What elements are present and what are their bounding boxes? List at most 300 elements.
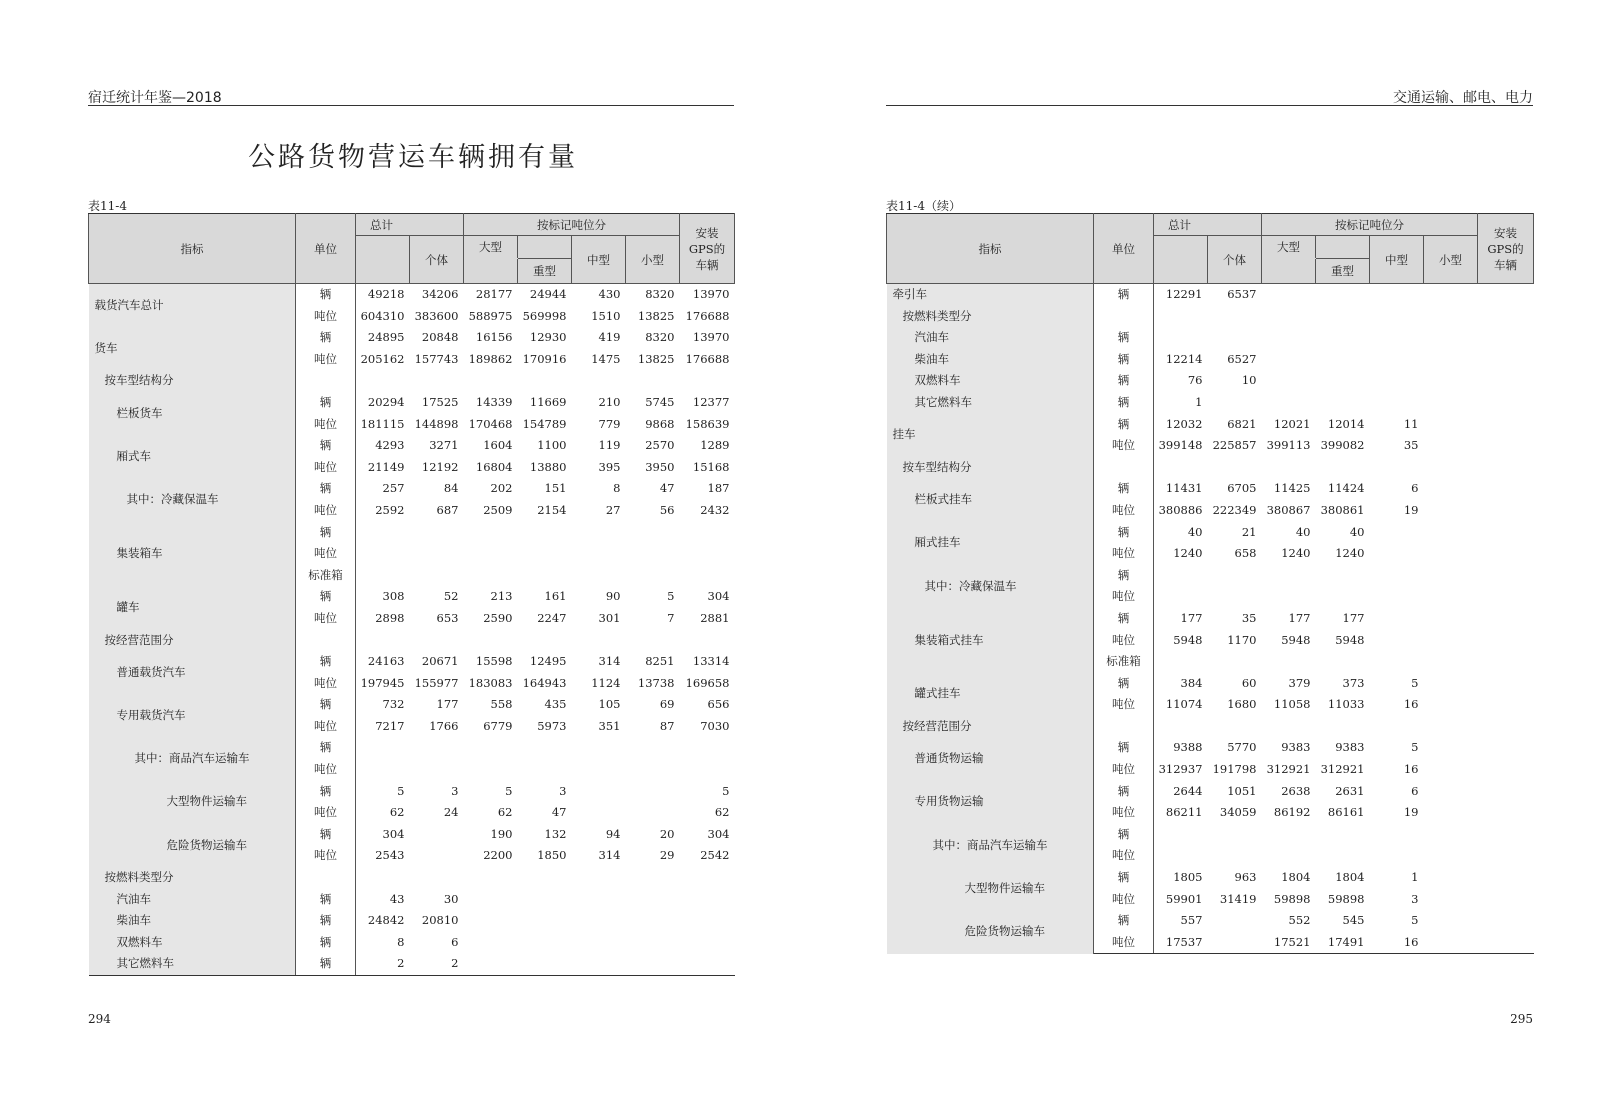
col-header-total-blank [1154, 236, 1208, 284]
table-cell: 2590 [483, 610, 513, 625]
table-cell: 155977 [414, 675, 459, 690]
table-cell [626, 802, 680, 824]
table-cell [356, 867, 410, 889]
table-cell: 24163 [367, 654, 405, 669]
row-unit: 吨位 [1094, 932, 1154, 954]
table-cell [1478, 737, 1534, 759]
row-unit: 辆 [296, 522, 356, 544]
row-unit: 吨位 [296, 457, 356, 479]
row-unit: 吨位 [1094, 694, 1154, 716]
table-cell: 24895 [367, 330, 405, 345]
table-cell: 2542 [700, 848, 730, 863]
col-header-individual: 个体 [1208, 236, 1262, 284]
table-cell: 1 [1411, 870, 1419, 885]
running-head-title: 宿迁统计年鉴—2018 [88, 90, 222, 106]
table-cell: 30 [443, 891, 459, 906]
gps-line-2: GPS的 [1487, 241, 1524, 256]
table-cell: 1100 [537, 438, 567, 453]
table-cell [572, 889, 626, 911]
table-row [89, 737, 735, 759]
table-cell: 312921 [1320, 762, 1365, 777]
table-cell: 4293 [375, 438, 405, 453]
table-cell [1316, 306, 1370, 328]
col-header-medium: 中型 [1370, 236, 1424, 284]
table-row [887, 781, 1534, 803]
table-cell: 2200 [483, 848, 513, 863]
table-cell [1154, 306, 1208, 328]
table-cell [1316, 349, 1370, 371]
table-cell [1154, 651, 1208, 673]
table-cell [1316, 370, 1370, 392]
table-cell: 1766 [429, 718, 459, 733]
table-cell [1316, 327, 1370, 349]
table-cell [1370, 630, 1424, 652]
table-cell: 419 [598, 330, 621, 345]
table-cell: 27 [605, 502, 621, 517]
table-cell [1478, 932, 1534, 954]
table-row [887, 284, 1534, 306]
table-cell: 1124 [591, 675, 621, 690]
table-cell [356, 737, 410, 759]
table-cell: 8320 [645, 287, 675, 301]
table-cell [356, 543, 410, 565]
table-cell [1424, 651, 1478, 673]
table-cell [680, 867, 735, 889]
row-unit [296, 630, 356, 652]
table-row [89, 522, 735, 544]
table-cell [1316, 586, 1370, 608]
table-cell: 373 [1342, 675, 1365, 690]
row-indicator: 载货汽车总计 [89, 284, 296, 328]
table-cell: 2247 [537, 610, 567, 625]
row-indicator: 双燃料车 [887, 370, 1094, 392]
table-cell [1424, 327, 1478, 349]
table-cell [680, 932, 735, 954]
table-cell [518, 759, 572, 781]
table-cell [410, 543, 464, 565]
table-cell [1478, 370, 1534, 392]
row-unit: 辆 [1094, 327, 1154, 349]
table-cell: 963 [1234, 870, 1257, 885]
table-cell [518, 630, 572, 652]
table-cell [1208, 716, 1262, 738]
table-cell: 47 [551, 805, 567, 820]
page-number: 295 [1510, 1012, 1533, 1026]
table-cell: 257 [382, 481, 405, 496]
table-cell [1262, 824, 1316, 846]
row-unit: 标准箱 [296, 565, 356, 587]
table-cell: 5973 [537, 718, 567, 733]
table-cell: 2898 [375, 610, 405, 625]
row-unit [1094, 716, 1154, 738]
table-cell: 545 [1342, 913, 1365, 928]
table-cell: 144898 [414, 416, 459, 431]
table-cell [1424, 349, 1478, 371]
table-cell: 62 [389, 805, 405, 820]
table-cell [1424, 824, 1478, 846]
col-header-large: 大型 [1262, 236, 1316, 259]
row-indicator: 汽油车 [887, 327, 1094, 349]
table-row [89, 781, 735, 803]
table-cell [1424, 630, 1478, 652]
table-cell [1370, 543, 1424, 565]
table-cell: 314 [598, 848, 621, 863]
table-cell: 19 [1403, 502, 1419, 517]
table-cell: 6 [451, 934, 459, 949]
table-cell [464, 889, 518, 911]
table-cell: 21 [1241, 524, 1257, 539]
row-unit: 辆 [1094, 608, 1154, 630]
row-unit: 辆 [1094, 522, 1154, 544]
table-cell [1154, 716, 1208, 738]
table-cell: 20810 [421, 913, 459, 928]
table-cell: 183083 [468, 675, 513, 690]
table-cell [680, 889, 735, 911]
gps-line-1: 安装 [695, 225, 719, 240]
table-cell [680, 953, 735, 975]
table-cell: 12014 [1327, 416, 1365, 431]
table-cell [1478, 349, 1534, 371]
table-cell: 90 [605, 589, 621, 604]
table-cell: 687 [436, 502, 459, 517]
table-row [89, 910, 735, 932]
row-unit: 辆 [296, 284, 356, 306]
table-cell: 16804 [475, 459, 513, 474]
table-cell [626, 932, 680, 954]
table-cell [1478, 392, 1534, 414]
table-cell [1478, 694, 1534, 716]
table-cell: 6821 [1227, 416, 1257, 431]
table-cell: 12214 [1165, 351, 1203, 366]
row-indicator: 汽油车 [89, 889, 296, 911]
table-cell: 10 [1241, 373, 1257, 388]
table-cell: 2644 [1173, 783, 1203, 798]
table-cell [410, 370, 464, 392]
table-cell: 779 [598, 416, 621, 431]
table-cell [1424, 284, 1478, 306]
table-cell [626, 522, 680, 544]
col-header-heavy: 重型 [518, 259, 572, 284]
table-cell: 312937 [1158, 762, 1203, 777]
row-indicator: 双燃料车 [89, 932, 296, 954]
row-unit: 辆 [296, 932, 356, 954]
row-indicator: 其它燃料车 [887, 392, 1094, 414]
table-cell [626, 953, 680, 975]
table-cell: 656 [707, 697, 730, 712]
row-unit: 辆 [1094, 673, 1154, 695]
table-cell: 2509 [483, 502, 513, 517]
table-cell: 11074 [1165, 697, 1203, 712]
table-cell [518, 370, 572, 392]
table-cell [1424, 457, 1478, 479]
table-cell: 380867 [1266, 502, 1311, 517]
table-cell [572, 370, 626, 392]
table-cell [626, 630, 680, 652]
table-cell [356, 522, 410, 544]
table-cell [626, 737, 680, 759]
col-header-large-pad [1316, 236, 1370, 259]
table-cell [680, 737, 735, 759]
table-cell: 49218 [367, 287, 405, 301]
table-cell: 205162 [360, 351, 405, 366]
table-row [89, 392, 735, 414]
table-cell [464, 737, 518, 759]
row-indicator: 按车型结构分 [887, 457, 1094, 479]
row-unit: 辆 [296, 781, 356, 803]
table-cell: 35 [1241, 610, 1257, 625]
table-cell: 1604 [483, 438, 513, 453]
table-row [89, 327, 735, 349]
table-cell: 399148 [1158, 438, 1203, 453]
table-cell: 20 [659, 826, 675, 841]
row-indicator: 柴油车 [887, 349, 1094, 371]
table-cell: 301 [598, 610, 621, 625]
table-cell: 17521 [1262, 932, 1316, 954]
table-cell: 59898 [1273, 891, 1311, 906]
row-unit: 吨位 [1094, 889, 1154, 911]
table-cell: 40 [1295, 524, 1311, 539]
table-cell [1316, 845, 1370, 867]
table-cell [1262, 586, 1316, 608]
table-cell: 3 [1411, 891, 1419, 906]
table-cell [1154, 824, 1208, 846]
table-cell [1262, 349, 1316, 371]
table-cell: 11 [1403, 416, 1419, 431]
row-indicator: 货车 [89, 327, 296, 370]
table-cell: 28177 [475, 287, 513, 301]
table-row [887, 565, 1534, 587]
table-cell: 6779 [483, 718, 513, 733]
table-cell [572, 802, 626, 824]
table-cell [680, 759, 735, 781]
table-cell [1370, 586, 1424, 608]
table-cell: 7030 [700, 718, 730, 733]
table-cell: 1 [1195, 394, 1203, 409]
row-unit: 吨位 [296, 802, 356, 824]
table-row [887, 522, 1534, 544]
table-cell [626, 759, 680, 781]
row-unit: 吨位 [296, 759, 356, 781]
table-cell: 3950 [645, 459, 675, 474]
table-cell: 177 [1180, 610, 1203, 625]
table-cell: 653 [436, 610, 459, 625]
table-cell: 19 [1403, 805, 1419, 820]
table-cell: 181115 [360, 416, 405, 431]
table-row [887, 370, 1534, 392]
table-cell [410, 824, 464, 846]
table-cell: 187 [707, 481, 730, 496]
table-cell [518, 932, 572, 954]
table-cell [626, 889, 680, 911]
row-unit: 吨位 [1094, 543, 1154, 565]
table-cell: 12192 [421, 459, 459, 474]
col-header-total: 总计 [1154, 214, 1262, 236]
table-row [89, 694, 735, 716]
table-cell [572, 932, 626, 954]
row-unit [1094, 306, 1154, 328]
table-cell [1478, 327, 1534, 349]
table-cell: 35 [1403, 438, 1419, 453]
table-cell: 380886 [1158, 502, 1203, 517]
table-cell: 384 [1180, 675, 1203, 690]
table-cell: 20294 [367, 394, 405, 409]
table-cell [464, 543, 518, 565]
table-row [887, 608, 1534, 630]
table-cell: 569998 [522, 308, 567, 323]
table-cell: 94 [605, 826, 621, 841]
table-cell: 12930 [529, 330, 567, 345]
row-indicator: 普通载货汽车 [89, 651, 296, 694]
row-indicator: 大型物件运输车 [887, 867, 1094, 910]
table-cell: 13970 [692, 287, 730, 301]
table-cell: 8 [613, 481, 621, 496]
table-cell: 11425 [1273, 481, 1311, 496]
table-cell: 34206 [421, 287, 459, 301]
table-cell: 151 [544, 481, 567, 496]
table-cell [1370, 845, 1424, 867]
table-cell [1370, 370, 1424, 392]
table-cell [572, 781, 626, 803]
table-cell: 176688 [685, 308, 730, 323]
table-cell [1478, 565, 1534, 587]
table-cell [1478, 759, 1534, 781]
table-cell: 24842 [367, 913, 405, 928]
table-cell [1370, 457, 1424, 479]
row-unit: 辆 [296, 824, 356, 846]
table-row [89, 630, 735, 652]
table-row [89, 478, 735, 500]
row-indicator: 按车型结构分 [89, 370, 296, 392]
col-header-unit: 单位 [296, 214, 356, 284]
table-cell [464, 953, 518, 975]
table-cell: 11424 [1327, 481, 1365, 496]
table-cell [1370, 522, 1424, 544]
table-cell: 202 [490, 481, 513, 496]
table-cell: 9383 [1335, 740, 1365, 755]
row-indicator: 厢式挂车 [887, 522, 1094, 565]
row-indicator: 集装箱车 [89, 522, 296, 587]
table-row [887, 327, 1534, 349]
row-unit: 辆 [296, 478, 356, 500]
table-cell: 6527 [1227, 351, 1257, 366]
table-cell: 20671 [421, 654, 459, 669]
row-unit: 吨位 [296, 500, 356, 522]
table-cell: 11033 [1327, 697, 1365, 712]
table-cell: 13970 [692, 330, 730, 345]
table-cell [356, 565, 410, 587]
row-unit: 吨位 [1094, 435, 1154, 457]
table-cell [410, 845, 464, 867]
col-header-small: 小型 [1424, 236, 1478, 284]
table-cell: 558 [490, 697, 513, 712]
table-cell [1424, 737, 1478, 759]
table-cell: 1804 [1335, 870, 1365, 885]
table-cell [1478, 824, 1534, 846]
table-header [89, 214, 735, 284]
table-cell [464, 867, 518, 889]
table-cell: 40 [1349, 524, 1365, 539]
table-row [89, 586, 735, 608]
table-cell: 314 [598, 654, 621, 669]
table-cell [1424, 673, 1478, 695]
table-cell: 9383 [1281, 740, 1311, 755]
table-cell [464, 565, 518, 587]
col-header-large-pad [518, 236, 572, 259]
row-unit: 吨位 [296, 673, 356, 695]
table-cell [410, 522, 464, 544]
table-row [89, 651, 735, 673]
row-unit: 辆 [1094, 781, 1154, 803]
table-cell: 351 [598, 718, 621, 733]
table-cell: 12377 [692, 394, 730, 409]
table-cell [572, 953, 626, 975]
table-cell: 399113 [1266, 438, 1311, 453]
table-cell [1424, 889, 1478, 911]
table-cell [1208, 457, 1262, 479]
data-table-right [886, 213, 1533, 954]
table-cell [1316, 565, 1370, 587]
table-cell [356, 630, 410, 652]
table-cell: 190 [490, 826, 513, 841]
row-indicator: 柴油车 [89, 910, 296, 932]
table-row [89, 370, 735, 392]
row-unit: 辆 [1094, 349, 1154, 371]
table-cell: 7217 [375, 718, 405, 733]
table-cell: 13880 [529, 459, 567, 474]
table-cell [1478, 781, 1534, 803]
table-cell: 15598 [475, 654, 513, 669]
table-cell: 5 [722, 783, 730, 798]
table-cell [1154, 457, 1208, 479]
table-cell [1262, 284, 1316, 306]
table-cell [1424, 694, 1478, 716]
table-cell [356, 370, 410, 392]
table-cell: 13825 [637, 351, 675, 366]
table-cell: 119 [598, 438, 621, 453]
table-cell [572, 630, 626, 652]
table-cell: 105 [598, 697, 621, 712]
table-cell: 5 [1411, 913, 1419, 928]
table-cell [1316, 716, 1370, 738]
table-row [89, 284, 735, 306]
row-unit: 标准箱 [1094, 651, 1154, 673]
table-row [89, 889, 735, 911]
table-cell [410, 759, 464, 781]
col-header-individual: 个体 [410, 236, 464, 284]
table-cell [1208, 651, 1262, 673]
table-cell [518, 867, 572, 889]
table-cell [1370, 716, 1424, 738]
row-unit: 吨位 [1094, 759, 1154, 781]
table-header [887, 214, 1534, 284]
table-cell: 2154 [537, 502, 567, 517]
table-cell: 31419 [1219, 891, 1257, 906]
table-cell: 6 [1411, 783, 1419, 798]
table-cell [680, 910, 735, 932]
table-cell [1424, 500, 1478, 522]
table-cell [1478, 802, 1534, 824]
col-header-indicator: 指标 [89, 214, 296, 284]
table-cell: 604310 [360, 308, 405, 323]
table-cell: 164943 [522, 675, 567, 690]
table-cell [518, 565, 572, 587]
table-row [89, 953, 735, 975]
table-cell [1208, 306, 1262, 328]
table-cell [1424, 781, 1478, 803]
table-cell: 29 [659, 848, 675, 863]
table-cell [626, 565, 680, 587]
row-unit: 吨位 [1094, 630, 1154, 652]
